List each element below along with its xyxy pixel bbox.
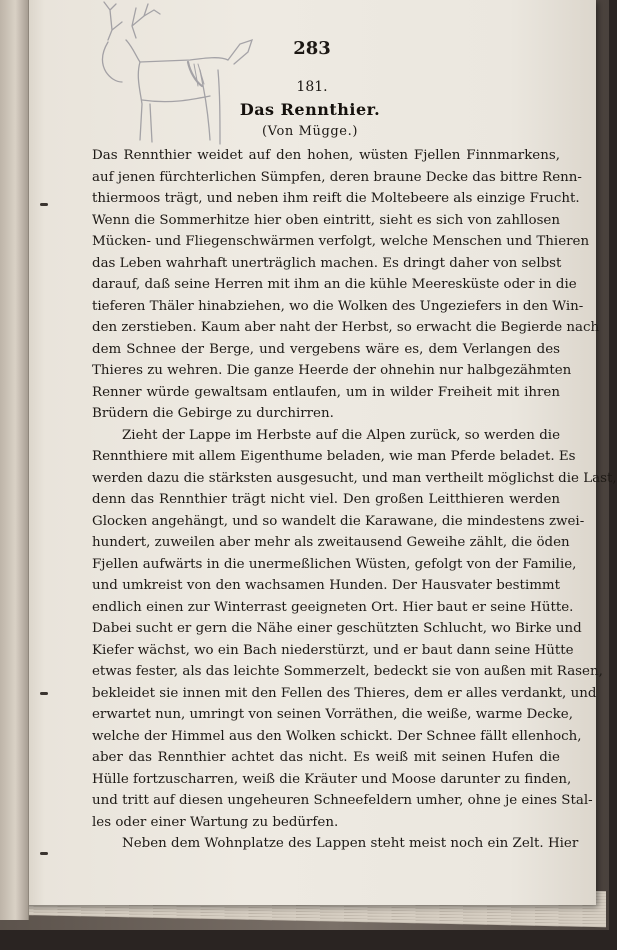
text-line: Mücken- und Fliegenschwärmen verfolgt, welche Menschen und Thieren <box>92 234 590 249</box>
text-line: Hülle fortzuscharren, weiß die Kräuter und Moose darunter zu finden, <box>92 771 572 787</box>
section-number: 181. <box>296 79 328 95</box>
binding-stitch <box>40 852 48 855</box>
article-author: (Von Mügge.) <box>261 124 359 139</box>
text-line: tieferen Thäler hinabziehen, wo die Wolken des Ungeziefers in den Win- <box>92 298 584 314</box>
text-line: Das Rennthier weidet auf den hohen, wüsten Fjellen Finnmarkens, <box>92 148 560 163</box>
text-line: darauf, daß seine Herren mit ihm an die kühle Meeresküste oder in die <box>92 277 577 292</box>
binding-stitch <box>40 692 48 695</box>
text-line: Thieres zu wehren. Die ganze Heerde der ohnehin nur halbgezähmten <box>92 363 572 378</box>
text-line: Fjellen aufwärts in die unermeßlichen Wüsten, gefolgt von der Familie, <box>92 556 577 572</box>
text-line: Wenn die Sommerhitze hier oben eintritt, sieht es sich von zahllosen <box>92 212 560 228</box>
text-line: das Leben wahrhaft unerträglich machen. Es dringt daher von selbst <box>92 255 562 271</box>
text-line: bekleidet sie innen mit den Fellen des Thieres, dem er alles verdankt, und <box>92 685 597 701</box>
text-line: erwartet nun, umringt von seinen Vorräthen, die weiße, warme Decke, <box>92 707 573 722</box>
text-line: und tritt auf diesen ungeheuren Schneefeldern umher, ohne je eines Stal- <box>92 793 593 808</box>
article-title: Das Rennthier. <box>239 100 381 119</box>
text-line: Glocken angehängt, und so wandelt die Karawane, die mindestens zwei- <box>92 513 585 529</box>
spine-edge <box>0 0 29 920</box>
text-line: denn das Rennthier trägt nicht viel. Den großen Leitthieren werden <box>92 492 560 507</box>
text-line: les oder einer Wartung zu bedürfen. <box>92 814 339 830</box>
text-line: hundert, zuweilen aber mehr als zweitausend Geweihe zählt, die öden <box>92 535 570 550</box>
text-line: endlich einen zur Winterrast geeigneten Ort. Hier baut er seine Hütte. <box>92 599 574 615</box>
binding-stitch <box>40 203 48 206</box>
text-line: welche der Himmel aus den Wolken schickt. Der Schnee fällt ellenhoch, <box>92 728 582 744</box>
text-line: und umkreist von den wachsamen Hunden. Der Hausvater bestimmt <box>92 578 560 593</box>
text-line: thiermoos trägt, und neben ihm reift die Moltebeere als einzige Frucht. <box>92 191 580 206</box>
text-line: auf jenen fürchterlichen Sümpfen, deren braune Decke das bittre Renn- <box>92 169 582 185</box>
text-line: Brüdern die Gebirge zu durchirren. <box>92 406 334 421</box>
text-line: den zerstieben. Kaum aber naht der Herbst, so erwacht die Begierde nach <box>92 320 600 335</box>
article-body <box>92 145 617 855</box>
text-line: etwas fester, als das leichte Sommerzelt, bedeckt sie von außen mit Rasen, <box>92 664 603 679</box>
text-line: Zieht der Lappe im Herbste auf die Alpen zurück, so werden die <box>122 427 560 443</box>
text-line: Neben dem Wohnplatze des Lappen steht meist noch ein Zelt. Hier <box>122 836 579 851</box>
text-line: werden dazu die stärksten ausgesucht, und man vertheilt möglichst die Last, <box>92 470 617 486</box>
page-number: 283 <box>293 38 331 59</box>
text-line: Kiefer wächst, wo ein Bach niederstürzt, und er baut dann seine Hütte <box>92 642 574 658</box>
text-line: Rennthiere mit allem Eigenthume beladen, wie man Pferde beladet. Es <box>92 449 576 464</box>
text-line: dem Schnee der Berge, und vergebens wäre es, dem Verlangen des <box>92 341 560 357</box>
text-line: aber das Rennthier achtet das nicht. Es weiß mit seinen Hufen die <box>92 750 560 765</box>
text-line: Dabei sucht er gern die Nähe einer geschützten Schlucht, wo Birke und <box>92 621 582 636</box>
text-line: Renner würde gewaltsam entlaufen, um in wilder Freiheit mit ihren <box>92 384 560 400</box>
